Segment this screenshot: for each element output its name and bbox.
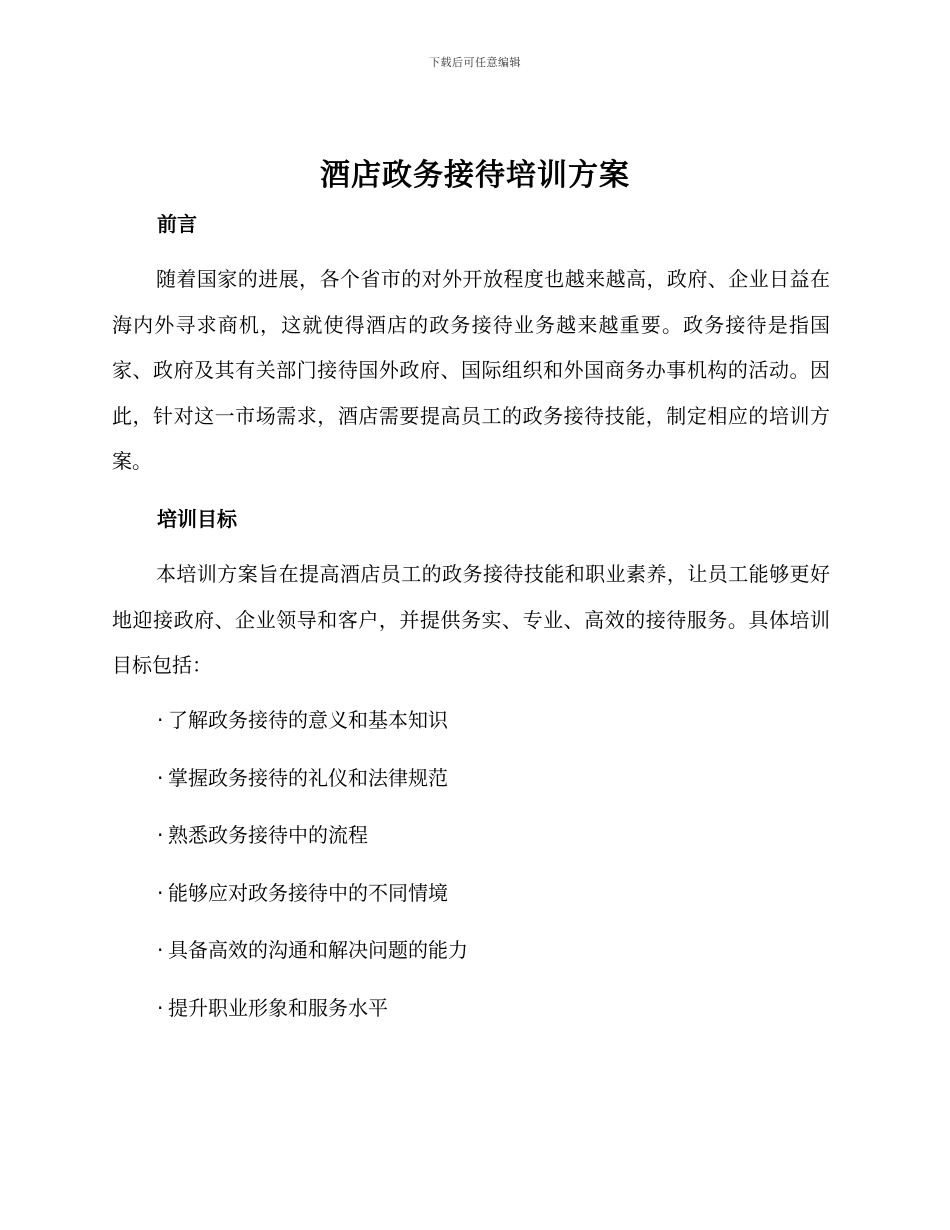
list-item	[157, 873, 468, 913]
training-goals-paragraph: 本培训方案旨在提高酒店员工的政务接待技能和职业素养，让员工能够更好地迎接政府、企业领导和客户，并提供务实、专业、高效的接待服务。具体培训目标包括：	[112, 562, 830, 677]
list-item-text: 具备高效的沟通和解决问题的能力	[168, 938, 468, 962]
list-item	[157, 758, 468, 798]
list-item-text: 了解政务接待的意义和基本知识	[168, 708, 448, 732]
bullet-marker: ·	[157, 765, 164, 790]
list-item	[157, 815, 468, 855]
bullet-marker: ·	[157, 938, 164, 962]
section-heading-preface: 前言	[157, 212, 197, 236]
list-item-text: 熟悉政务接待中的流程	[168, 823, 368, 847]
list-item	[157, 700, 468, 740]
list-item-text: 能够应对政务接待中的不同情境	[168, 880, 448, 905]
bullet-marker: ·	[157, 708, 164, 732]
list-item-text: 掌握政务接待的礼仪和法律规范	[168, 765, 448, 790]
document-title: 酒店政务接待培训方案	[320, 158, 630, 193]
section-heading-training-goals: 培训目标	[157, 507, 237, 531]
list-item-text: 提升职业形象和服务水平	[168, 995, 388, 1020]
training-goals-list	[157, 700, 468, 1045]
header-note: 下载后可任意编辑	[429, 56, 521, 69]
preface-paragraph: 随着国家的进展，各个省市的对外开放程度也越来越高，政府、企业日益在海内外寻求商机，这就使得酒店的政务接待业务越来越重要。政务接待是指国家、政府及其有关部门接待国外政府、国际组织和外国商务办事机构的活动。因此，针对这一市场需求，酒店需要提高员工的政务接待技能，制定相应的培训方案。	[112, 267, 830, 473]
list-item	[157, 988, 468, 1028]
list-item	[157, 930, 468, 970]
bullet-marker: ·	[157, 995, 164, 1020]
bullet-marker: ·	[157, 823, 164, 847]
bullet-marker: ·	[157, 880, 164, 905]
